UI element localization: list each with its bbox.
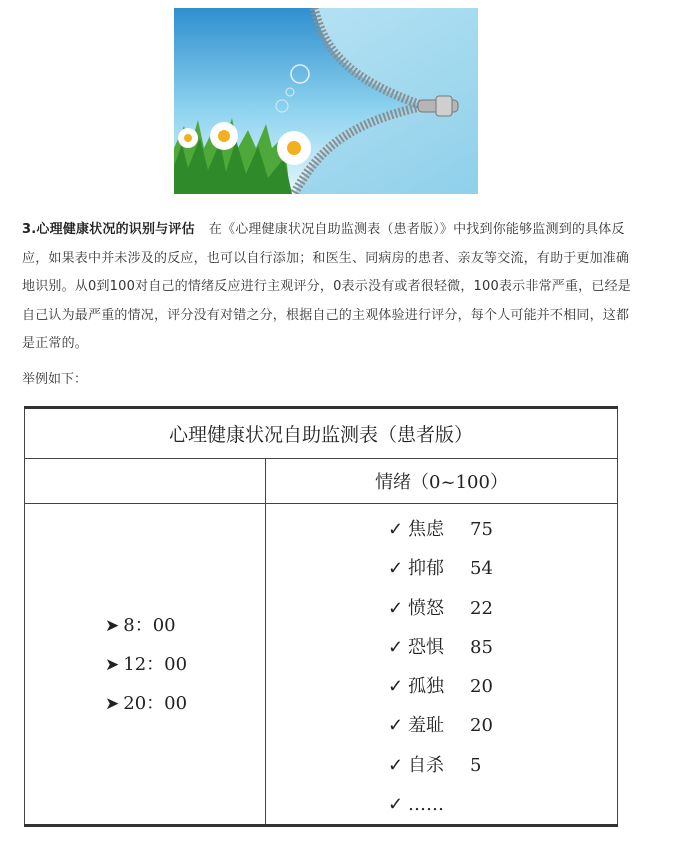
time-item [105,606,265,645]
arrow-bullet-icon: ➤ [105,693,120,714]
time-list [25,606,265,723]
emotion-score: 20 [470,676,493,698]
emotion-item [388,667,617,706]
time-label: 8：00 [123,614,176,636]
illustration-svg [174,8,478,194]
emotion-name: 自杀 [408,754,444,776]
arrow-bullet-icon: ➤ [105,615,120,636]
time-label: 12：00 [123,653,188,675]
section-heading: 3.心理健康状况的识别与评估 [22,222,195,237]
emotion-name: …… [408,794,444,816]
emotion-item [388,628,617,667]
checkmark-icon: ✓ [388,715,404,737]
self-monitoring-table [24,406,618,827]
emotion-column [266,504,618,826]
daisy-2 [277,131,311,165]
emotion-score: 5 [470,754,482,776]
emotion-name: 孤独 [408,676,444,698]
example-label: 举例如下： [22,372,88,387]
emotion-item [388,746,617,785]
emotion-name: 抑郁 [408,558,444,580]
checkmark-icon: ✓ [388,754,404,776]
emotion-item [388,510,617,549]
emotion-name: 恐惧 [408,636,444,658]
zipper-sky-daisies-illustration [174,8,478,194]
emotion-header: 情绪（0~100） [266,459,618,504]
daisy-3 [178,128,198,148]
arrow-bullet-icon: ➤ [105,654,120,675]
emotion-name: 愤怒 [408,597,444,619]
checkmark-icon: ✓ [388,676,404,698]
emotion-name: 焦虑 [408,519,444,540]
header-blank-cell [25,459,266,504]
time-item [105,645,265,684]
checkmark-icon: ✓ [388,636,404,658]
checkmark-icon: ✓ [388,519,404,540]
checkmark-icon: ✓ [388,794,404,816]
table-title: 心理健康状况自助监测表（患者版） [25,408,618,459]
emotion-score: 75 [470,519,493,540]
time-item [105,684,265,723]
emotion-score: 85 [470,636,493,658]
emotion-score: 54 [470,558,493,580]
emotion-item [388,785,617,824]
time-column [25,504,266,826]
emotion-score: 20 [470,715,493,737]
emotion-name: 羞耻 [408,715,444,737]
section-body: 在《心理健康状况自助监测表（患者版）》中找到你能够监测到的具体反应，如果表中并未涉及的反应，也可以自行添加；和医生、同病房的患者、亲友等交流，有助于更加准确地识别。从0到100对自己的情绪反应进行主观评分，0表示没有或者很轻微，100表示非常严重，已经是自己认为最严重的情况，评分没有对错之分，根据自己的主观体验进行评分，每个人可能并不相同，这都是正常的。 [22,222,631,351]
time-label: 20：00 [123,692,188,714]
checkmark-icon: ✓ [388,558,404,580]
emotion-item [388,549,617,588]
evaluation-paragraph [22,216,634,359]
emotion-list [266,504,617,824]
checkmark-icon: ✓ [388,597,404,619]
emotion-item [388,706,617,745]
emotion-score: 22 [470,597,493,619]
emotion-item [388,589,617,628]
daisy-1 [210,122,238,150]
